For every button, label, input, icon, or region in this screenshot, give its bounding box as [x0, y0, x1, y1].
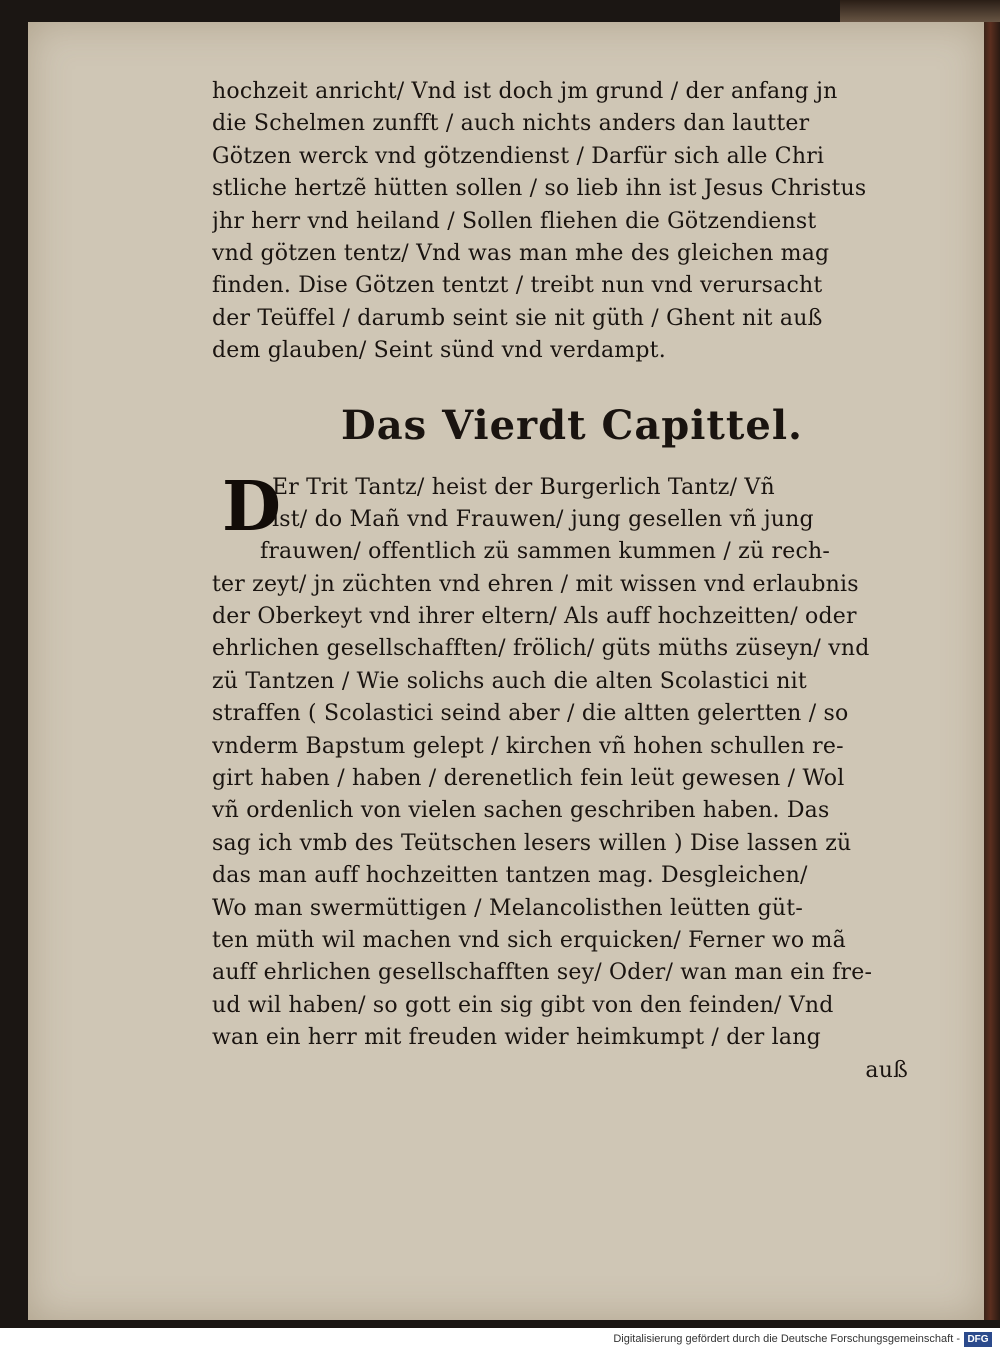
text-line: wan ein herr mit freuden wider heimkumpt / der lang: [212, 1025, 821, 1051]
footer-bar: [0, 1328, 1000, 1353]
chapter-heading: Das Vierdt Capittel.: [341, 401, 803, 449]
book-page-edge: [984, 22, 1000, 1320]
text-line: girt haben / haben / derenetlich fein leüt gewesen / Wol: [212, 766, 845, 792]
text-line: das man auff hochzeitten tantzen mag. Desgleichen/: [212, 863, 808, 889]
text-line: dem glauben/ Seint sünd vnd verdampt.: [212, 338, 666, 364]
text-line: vnd götzen tentz/ Vnd was man mhe des gleichen mag: [212, 240, 830, 266]
text-line: Götzen werck vnd götzendienst / Darfür sich alle Chri: [212, 143, 825, 169]
text-line: ist/ do Mañ vnd Frauwen/ jung gesellen vñ jung: [272, 506, 814, 532]
text-line: der Teüffel / darumb seint sie nit güth / Ghent nit auß: [212, 305, 823, 331]
funding-credit: Digitalisierung gefördert durch die Deutsche Forschungsgemeinschaft -: [613, 1333, 960, 1345]
text-line: Wo man swermüttigen / Melancolisthen leütten güt-: [212, 895, 803, 921]
text-line: die Schelmen zunfft / auch nichts anders dan lautter: [212, 111, 810, 137]
text-line: hochzeit anricht/ Vnd ist doch jm grund / der anfang jn: [212, 79, 838, 104]
book-top-edge: [840, 0, 1000, 24]
text-line: finden. Dise Götzen tentzt / treibt nun vnd verursacht: [212, 273, 823, 299]
text-line: vñ ordenlich von vielen sachen geschriben haben. Das: [212, 798, 830, 824]
paragraph-1: [212, 76, 932, 368]
text-line: sag ich vmb des Teütschen lesers willen ) Dise lassen zü: [212, 830, 852, 856]
text-line: straffen ( Scolastici seind aber / die altten gelertten / so: [212, 701, 849, 727]
text-line: Er Trit Tantz/ heist der Burgerlich Tantz/ Vñ: [272, 474, 775, 500]
page-text: [212, 76, 932, 1087]
text-line: jhr herr vnd heiland / Sollen fliehen die Götzendienst: [212, 208, 817, 234]
text-line: frauwen/ offentlich zü sammen kummen / zü rech-: [260, 539, 830, 565]
text-line: ter zeyt/ jn züchten vnd ehren / mit wissen vnd erlaubnis: [212, 571, 859, 597]
catchword: auß: [865, 1057, 908, 1083]
text-line: vnderm Bapstum gelept / kirchen vñ hohen schullen re-: [212, 733, 844, 759]
text-line: zü Tantzen / Wie solichs auch die alten Scolastici nit: [212, 668, 807, 694]
dfg-logo-icon[interactable]: DFG: [964, 1332, 992, 1347]
text-line: stliche hertzẽ hütten sollen / so lieb ihn ist Jesus Christus: [212, 176, 867, 202]
text-line: ud wil haben/ so gott ein sig gibt von den feinden/ Vnd: [212, 992, 834, 1018]
text-line: der Oberkeyt vnd ihrer eltern/ Als auff hochzeitten/ oder: [212, 604, 857, 630]
text-line: auff ehrlichen gesellschafften sey/ Oder/ wan man ein fre-: [212, 960, 873, 986]
drop-initial: D: [222, 466, 282, 547]
text-line: ehrlichen gesellschafften/ frölich/ güts müths züseyn/ vnd: [212, 636, 870, 662]
paragraph-2: [212, 466, 932, 1087]
text-line: ten müth wil machen vnd sich erquicken/ Ferner wo mã: [212, 927, 846, 953]
